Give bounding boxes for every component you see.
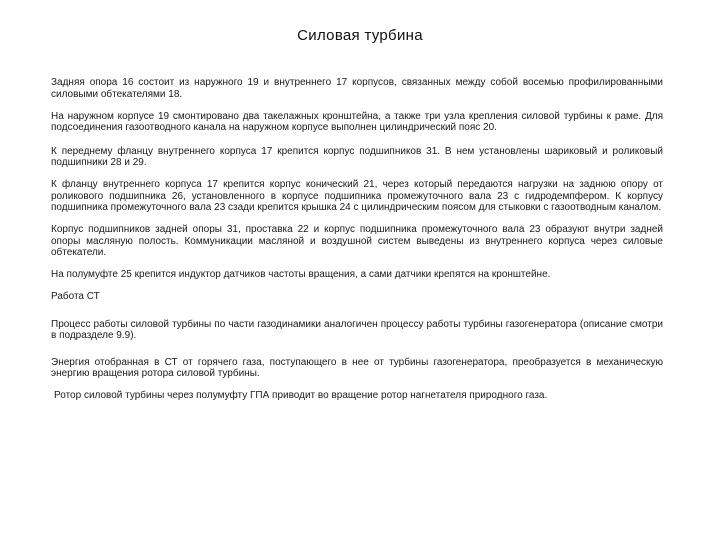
paragraph-conical-casing: К фланцу внутреннего корпуса 17 крепится корпус конический 21, через который передаются нагрузки на заднюю опору от роликового подшипника 26, установленного в корпусе подшипника промежуточного вала 23 с гидродемпфером. К корпусу подшипника промежуточного вала 23 сзади крепится крышка 24 с цилиндрическим поясом для стыковки с газоотводным каналом. [51, 179, 663, 213]
paragraph-outer-casing: На наружном корпусе 19 смонтировано два такелажных кронштейна, а также три узла крепления силовой турбины к раме. Для подсоединения газоотводного канала на наружном корпусе выполнен цилиндрический пояс 20. [51, 110, 663, 133]
paragraph-oil-cavity: Корпус подшипников задней опоры 31, проставка 22 и корпус подшипника промежуточного вала 23 образуют внутри задней опоры масляную полость. Коммуникации масляной и воздушной систем выведены из внутреннего корпуса через силовые обтекатели. [51, 224, 663, 258]
paragraph-bearing-housing: К переднему фланцу внутреннего корпуса 17 крепится корпус подшипников 31. В нем установлены шариковый и роликовый подшипники 28 и 29. [51, 145, 663, 168]
paragraph-st-operation-heading: Работа СТ [51, 291, 100, 302]
slide-title: Силовая турбина [297, 27, 423, 44]
paragraph-gas-dynamics: Процесс работы силовой турбины по части газодинамики аналогичен процессу работы турбины газогенератора (описание смотри в подразделе 9.9). [51, 318, 663, 341]
paragraph-half-coupling: На полумуфте 25 крепится индуктор датчиков частоты вращения, а сами датчики крепятся на кронштейне. [51, 269, 551, 280]
paragraph-rear-support: Задняя опора 16 состоит из наружного 19 и внутреннего 17 корпусов, связанных между собой восемью профилированными силовыми обтекателями 18. [51, 77, 663, 100]
paragraph-energy-conversion: Энергия отобранная в СТ от горячего газа, поступающего в нее от турбины газогенератора, преобразуется в механическую энергию вращения ротора силовой турбины. [51, 356, 663, 379]
slide-body [51, 77, 663, 412]
paragraph-rotor-drive: Ротор силовой турбины через полумуфту ГПА приводит во вращение ротор нагнетателя природного газа. [54, 390, 548, 401]
